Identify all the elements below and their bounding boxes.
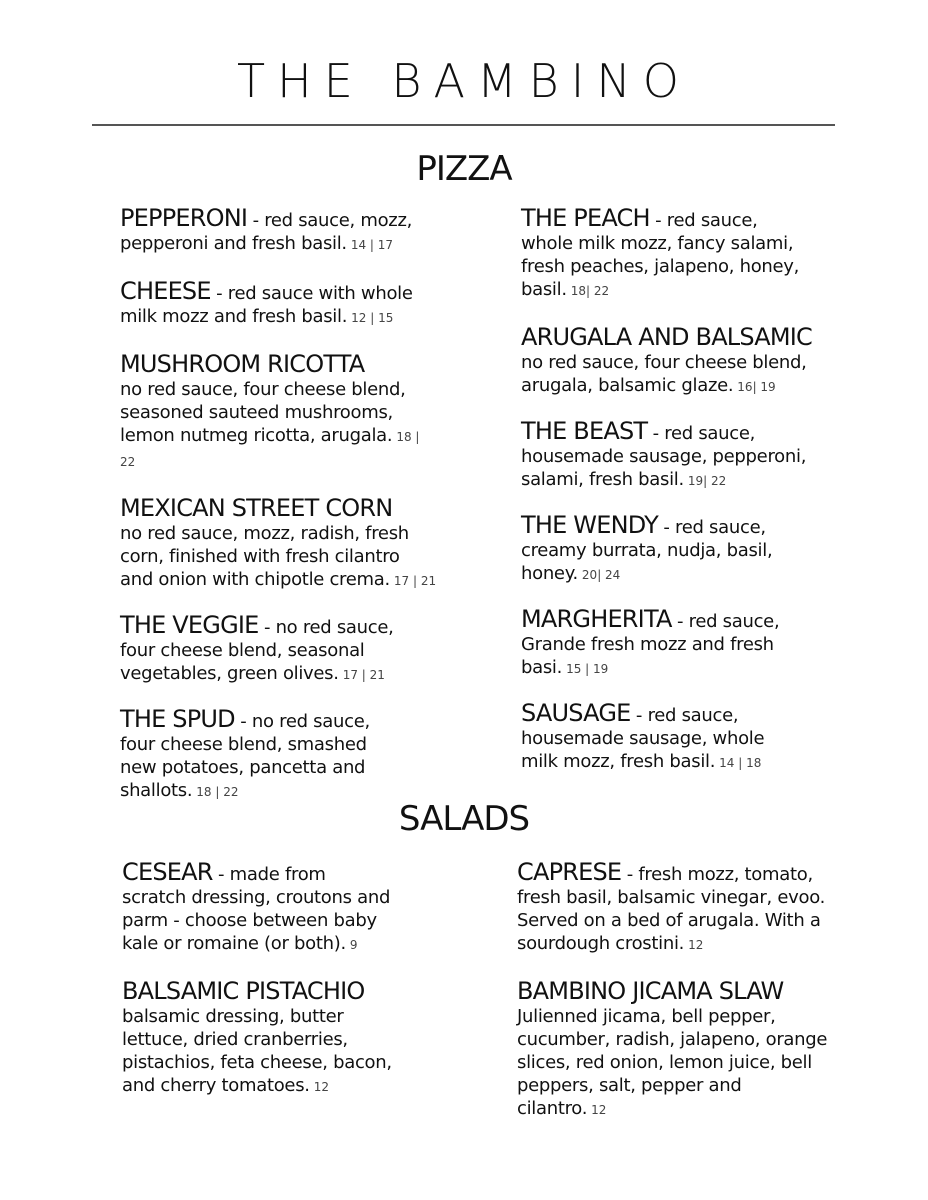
item-separator: - xyxy=(210,283,228,304)
item-price: 18| 22 xyxy=(570,284,610,298)
item-separator: - xyxy=(258,617,276,638)
item-name: THE PEACH xyxy=(521,204,650,232)
item-separator: - xyxy=(621,864,639,885)
item-description: no red sauce, four cheese blend, arugala, balsamic glaze. xyxy=(521,352,807,396)
item-name: THE SPUD xyxy=(120,705,235,733)
item-name: BALSAMIC PISTACHIO xyxy=(122,977,365,1005)
item-name: MARGHERITA xyxy=(521,605,672,633)
menu-item-sausage xyxy=(521,701,821,775)
item-description: no red sauce, four cheese blend, smashed new potatoes, pancetta and shallots. xyxy=(120,711,370,801)
item-name: MUSHROOM RICOTTA xyxy=(120,350,365,378)
item-description: red sauce, whole milk mozz, fancy salami, fresh peaches, jalapeno, honey, basil. xyxy=(521,210,800,300)
section-heading-pizza: PIZZA xyxy=(416,149,512,189)
item-separator: - xyxy=(671,611,689,632)
pizza-right-column xyxy=(521,206,821,775)
item-separator: - xyxy=(212,864,230,885)
item-name: CESEAR xyxy=(122,858,213,886)
item-separator: - xyxy=(647,423,665,444)
item-price: 20| 24 xyxy=(581,568,621,582)
item-name: CAPRESE xyxy=(517,858,622,886)
item-price: 16| 19 xyxy=(737,380,776,394)
item-description: red sauce with whole milk mozz and fresh basil. xyxy=(120,283,413,327)
item-price: 19| 22 xyxy=(687,474,727,488)
menu-item-the-peach xyxy=(521,206,821,303)
item-description: Julienned jicama, bell pepper, cucumber, radish, jalapeno, orange slices, red onion, lemon juice, bell peppers, salt, pepper and cilantro. xyxy=(517,1006,828,1119)
title-divider xyxy=(92,124,835,126)
item-description: no red sauce, four cheese blend, seasonal vegetables, green olives. xyxy=(120,617,394,684)
item-price: 12 xyxy=(688,938,704,952)
item-description: made from scratch dressing, croutons and parm - choose between baby kale or romaine (or both). xyxy=(122,864,391,954)
section-heading-salads: SALADS xyxy=(398,799,530,839)
menu-item-the-wendy xyxy=(521,513,821,587)
menu-item-cesear xyxy=(122,860,402,957)
menu-item-the-veggie xyxy=(120,613,450,687)
item-description: no red sauce, mozz, radish, fresh corn, finished with fresh cilantro and onion with chipotle crema. xyxy=(120,523,409,590)
salads-left-column xyxy=(122,860,402,1099)
item-name: SAUSAGE xyxy=(521,699,631,727)
item-name: ARUGALA AND BALSAMIC xyxy=(521,323,813,351)
item-description: red sauce, Grande fresh mozz and fresh basi. xyxy=(521,611,780,678)
menu-item-mushroom-ricotta xyxy=(120,350,450,474)
menu-item-cheese xyxy=(120,279,450,330)
item-description: red sauce, creamy burrata, nudja, basil, honey. xyxy=(521,517,773,584)
item-price: 12 xyxy=(313,1080,329,1094)
item-price: 12 xyxy=(591,1103,607,1117)
item-name: THE WENDY xyxy=(521,511,658,539)
item-price: 12 | 15 xyxy=(351,311,394,325)
item-separator: - xyxy=(247,210,265,231)
menu-item-mexican-street-corn xyxy=(120,494,450,593)
item-description: fresh mozz, tomato, fresh basil, balsamic vinegar, evoo. Served on a bed of arugala. With a sourdough crostini. xyxy=(517,864,826,954)
item-price: 17 | 21 xyxy=(393,574,437,588)
item-description: no red sauce, four cheese blend, seasoned sauteed mushrooms, lemon nutmeg ricotta, arugala. xyxy=(120,379,406,446)
item-price: 15 | 19 xyxy=(566,662,609,676)
menu-item-the-beast xyxy=(521,419,821,493)
menu-item-pepperoni xyxy=(120,206,450,257)
menu-item-arugala-and-balsamic xyxy=(521,323,821,399)
item-price: 18 | 22 xyxy=(120,430,420,469)
item-separator: - xyxy=(630,705,648,726)
item-price: 18 | 22 xyxy=(196,785,239,799)
item-price: 9 xyxy=(349,938,358,952)
item-name: MEXICAN STREET CORN xyxy=(120,494,393,522)
item-name: THE BEAST xyxy=(521,417,648,445)
restaurant-title: THE BAMBINO xyxy=(237,54,691,108)
item-price: 17 | 21 xyxy=(342,668,385,682)
menu-item-caprese xyxy=(517,860,837,957)
item-separator: - xyxy=(234,711,252,732)
item-description: red sauce, mozz, pepperoni and fresh basil. xyxy=(120,210,413,254)
item-price: 14 | 18 xyxy=(719,756,762,770)
pizza-left-column xyxy=(120,206,450,804)
item-description: balsamic dressing, butter lettuce, dried cranberries, pistachios, feta cheese, bacon, and cherry tomatoes. xyxy=(122,1006,392,1096)
item-name: BAMBINO JICAMA SLAW xyxy=(517,977,784,1005)
item-price: 14 | 17 xyxy=(350,238,394,252)
menu-item-the-spud xyxy=(120,707,450,804)
item-name: PEPPERONI xyxy=(120,204,248,232)
menu-item-balsamic-pistachio xyxy=(122,977,402,1099)
item-separator: - xyxy=(657,517,676,538)
item-name: CHEESE xyxy=(120,277,211,305)
menu-item-margherita xyxy=(521,607,821,681)
item-name: THE VEGGIE xyxy=(120,611,259,639)
item-separator: - xyxy=(649,210,667,231)
item-description: red sauce, housemade sausage, whole milk mozz, fresh basil. xyxy=(521,705,765,772)
salads-right-column xyxy=(517,860,837,1122)
item-description: red sauce, housemade sausage, pepperoni, salami, fresh basil. xyxy=(521,423,807,490)
menu-item-bambino-jicama-slaw xyxy=(517,977,837,1122)
